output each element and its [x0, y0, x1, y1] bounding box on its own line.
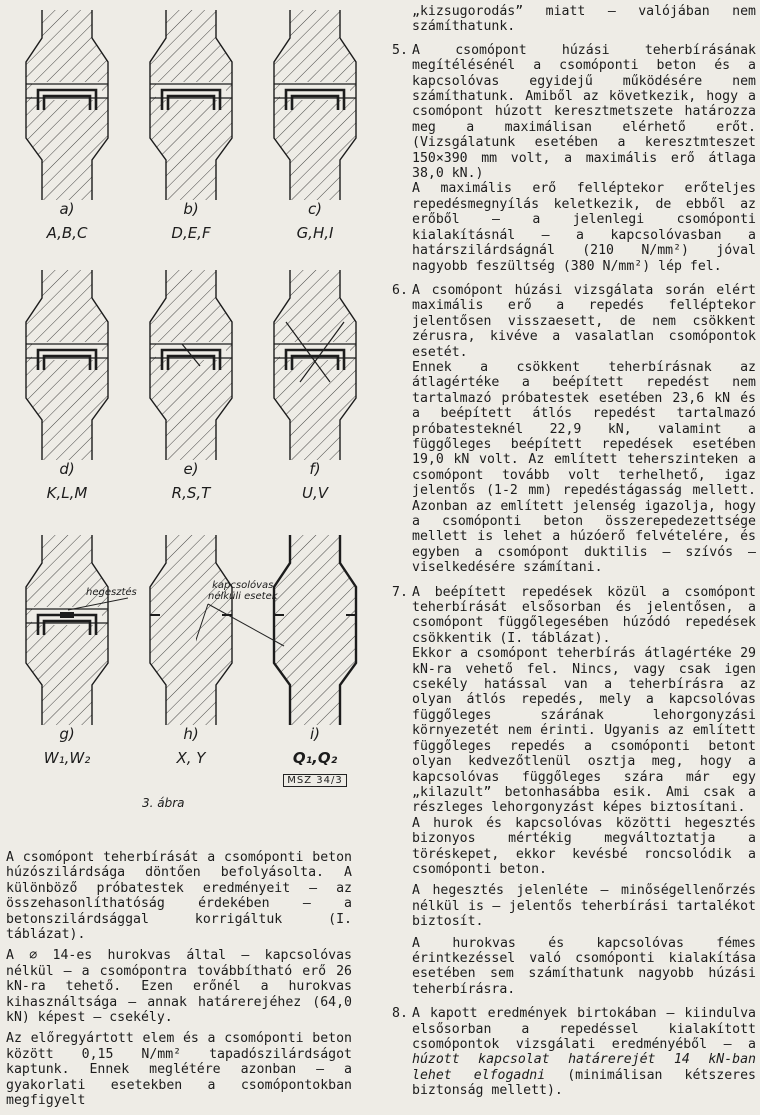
- panel-f: [252, 270, 378, 530]
- specimen-drawing: [252, 10, 378, 200]
- paragraph: Az előregyártott elem és a csomóponti beton között 0,15 N/mm² tapadószilárdságot kaptunk. Ennek meglétére azonban — a gyakorlati esetekben a csomópontokban megfigyelt: [6, 1031, 352, 1109]
- panel-letter: c): [307, 200, 323, 218]
- panel-g: [4, 535, 130, 795]
- specimen-drawing: [128, 270, 254, 460]
- panel-specimens: D,E,F: [171, 224, 211, 242]
- panel-specimens: W₁,W₂: [43, 749, 91, 767]
- panel-letter: b): [183, 200, 199, 218]
- specimen-drawing: [252, 270, 378, 460]
- panel-letter: a): [59, 200, 75, 218]
- panel-letter: h): [183, 725, 199, 743]
- panel-specimens: U,V: [301, 484, 328, 502]
- list-item-7: [392, 585, 756, 998]
- panel-specimens: R,S,T: [171, 484, 211, 502]
- panel-b: [128, 10, 254, 270]
- paragraph: A maximális erő felléptekor erőteljes repedésmegnyílás keletkezik, de ebből az erőből — a jelenlegi csomóponti kialakításnál — a kapcsolóvasban a határszilárdságnál (210 N/mm²) jóval nagyobb feszültség (380 N/mm²) lép fel.: [412, 181, 756, 274]
- right-column-text: [392, 4, 756, 1108]
- panel-specimens: G,H,I: [296, 224, 334, 242]
- paragraph: A hurok és kapcsolóvas közötti hegesztés bizonyos mértékig megváltoztatja a töréskepet, ekkor kevésbé roncsolódik a csomóponti beton.: [412, 815, 756, 877]
- paragraph: A hurokvas és kapcsolóvas fémes érintkezéssel való csomóponti kialakítása esetében sem számíthatunk nagyobb húzási teherbírásra.: [412, 935, 756, 997]
- panel-e: [128, 270, 254, 530]
- panel-specimens: Q₁,Q₂: [292, 749, 338, 767]
- figure-caption: 3. ábra: [142, 796, 185, 810]
- specimen-drawing: [4, 10, 130, 200]
- paragraph: „kizsugorodás” miatt — valójában nem számíthatunk.: [412, 4, 756, 35]
- panel-a: [4, 10, 130, 270]
- panel-specimens: K,L,M: [46, 484, 88, 502]
- bracket-annotation-line1: kapcsolóvas: [212, 580, 274, 591]
- panel-letter: e): [183, 460, 199, 478]
- paragraph: Ennek a csökkent teherbírásnak az átlagértéke a beépített repedést nem tartalmazó próbatestek esetében 23,6 kN és a beépített átlós repedést tartalmazó próbatesteknél 22,9 kN, valamint a függőleges beépített repedések esetében 19,0 kN volt. Az említett teherszinteken a csomópont tovább volt terhelhető, igaz jelentős (1-2 mm) repedéstágasság mellett. Azonban az említett jelenség igazolja, hogy a csomóponti beton összerepedezettsége mellett is lehet a húzóerő felvételére, és egyben a csomópont duktilis — szívós — viselkedésére számítani.: [412, 359, 756, 576]
- standard-mark: MSZ 34/3: [252, 775, 378, 786]
- item-number: 6.: [392, 282, 408, 298]
- item-number: 7.: [392, 584, 408, 600]
- list-item-5: [392, 43, 756, 274]
- paragraph: Ekkor a csomópont teherbírás átlagértéke 29 kN-ra vehető fel. Nincs, vagy csak igen csekély hatással van a teherbírásra az olyan átlós repedés, mely a kapcsolóvas függőleges szárának lehorgonyzási környezetét nem érinti. Ugyanis az említett függőleges repedés a csomóponti betont olyan kedvezőtlenül osztja meg, hogy a kapcsolóvas függőleges szára már egy „kilazult” betonhasábba esik. Ami csak a részleges lehorgonyzást képes biztosítani.: [412, 646, 756, 816]
- paragraph: [412, 1006, 756, 1098]
- item-number: 8.: [392, 1006, 408, 1022]
- emphasized-conclusion: húzott kapcsolat határerejét 14 kN-ban lehet elfogadni: [412, 1052, 756, 1083]
- item-number: 5.: [392, 42, 408, 58]
- specimen-drawing: [4, 535, 130, 725]
- paragraph: A beépített repedések közül a csomópont teherbírását elsősorban és jelentősen, a csomópont függőlegesében húzódó repedések csökkentik (I. táblázat).: [412, 584, 756, 646]
- panel-specimens: X, Y: [176, 749, 206, 767]
- welding-annotation: hegesztés: [86, 587, 137, 598]
- panel-h: [128, 535, 254, 795]
- text-run: A kapott eredmények birtokában — kiindulva elsősorban a repedéssel kialakított csomópontok vizsgálati eredményéből — a: [412, 1006, 756, 1052]
- panel-d: [4, 270, 130, 530]
- specimen-drawing: [4, 270, 130, 460]
- figure-3: [0, 0, 380, 850]
- paragraph: A csomópont húzási vizsgálata során elért maximális erő a repedés felléptekor jelentősen visszaesett, de nem csökkent zérusra, kivéve a vasalatlan csomópontok esetét.: [412, 282, 756, 360]
- left-column-text: [6, 850, 352, 1115]
- panel-specimens: A,B,C: [46, 224, 88, 242]
- bracket-leader-arrows: [196, 598, 286, 648]
- panel-letter: g): [59, 725, 75, 743]
- bracket-annotation-line2: nélküli esetek: [208, 591, 278, 602]
- text-run: (minimálisan kétszeres biztonság mellett).: [412, 1067, 756, 1099]
- paragraph: A csomópont teherbírását a csomóponti beton húzószilárdsága döntően befolyásolta. A különböző próbatestek eredményeit — az összehasonlíthatóság érdekében — a betonszilárdsággal korrigáltuk (I. táblázat).: [6, 850, 352, 943]
- panel-c: [252, 10, 378, 270]
- paragraph: A csomópont húzási teherbírásának megítélésénél a csomóponti beton és a kapcsolóvas egyidejű működésére nem számíthatunk. Amiből az következik, hogy a csomópont húzott keresztmetszete határozza meg a maximálisan elérhető erőt. (Vizsgálatunk esetében a keresztmteszet 150×390 mm volt, a maximális erő átlaga 38,0 kN.): [412, 42, 756, 182]
- specimen-drawing: [128, 10, 254, 200]
- panel-letter: i): [309, 725, 321, 743]
- panel-letter: d): [59, 460, 75, 478]
- paragraph: A ∅ 14-es hurokvas által — kapcsolóvas nélkül — a csomópontra továbbítható erő 26 kN-ra tehető. Ezen erőnél a hurokvas kihasználtsága — annak határerejéhez (64,0 kN) képest — csekély.: [6, 948, 352, 1026]
- panel-i: [252, 535, 378, 795]
- list-item-8: [392, 1006, 756, 1098]
- paragraph: A hegesztés jelenléte — minőségellenőrzés nélkül is — jelentős teherbírási tartalékot biztosít.: [412, 883, 756, 930]
- list-item-6: [392, 283, 756, 576]
- welding-leader-line: [68, 596, 128, 616]
- panel-letter: f): [309, 460, 321, 478]
